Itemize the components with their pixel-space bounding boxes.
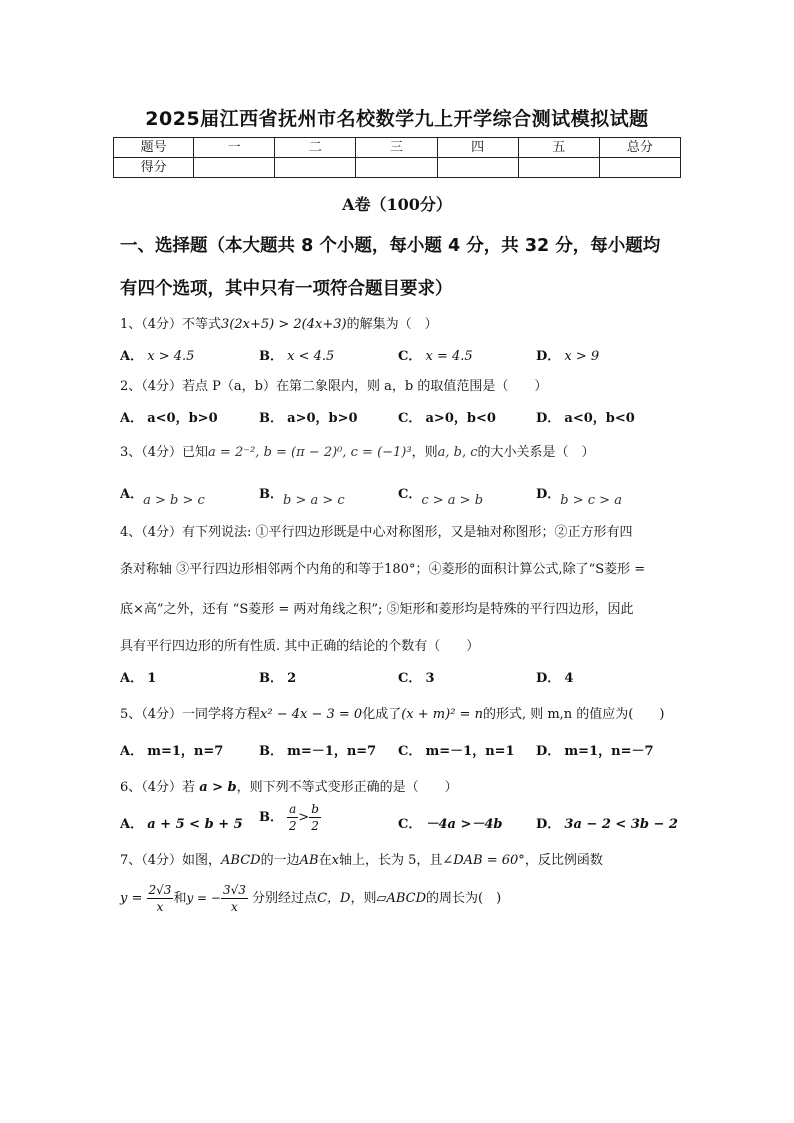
score-input-cell[interactable] bbox=[599, 158, 680, 178]
q7-prefix: 7、（4分）如图， bbox=[120, 853, 222, 868]
fraction-denominator: 2 bbox=[311, 819, 319, 833]
option-text: 3a − 2 < 3b − 2 bbox=[564, 817, 678, 832]
score-table bbox=[113, 137, 681, 178]
score-input-cell[interactable] bbox=[437, 158, 518, 178]
option-letter: B． bbox=[259, 411, 283, 426]
question-2: 2、（4分）若点 P（a，b）在第二象限内，则 a，b 的取值范围是（ ） bbox=[120, 379, 548, 394]
q5-prefix: 5、（4分）一同学将方程 bbox=[120, 707, 261, 722]
option-letter: C． bbox=[398, 744, 422, 759]
score-input-cell[interactable] bbox=[518, 158, 599, 178]
q7-text: 轴上，长为 5，且 bbox=[338, 853, 443, 868]
fraction bbox=[287, 803, 298, 832]
q7-points: C，D bbox=[317, 891, 351, 906]
score-header-cell: 总分 bbox=[599, 138, 680, 158]
option-letter: A． bbox=[120, 349, 144, 364]
score-input-cell[interactable] bbox=[194, 158, 275, 178]
question-4-line3: 底×高”之外，还有 “S菱形 = 两对角线之积”; ⑤矩形和菱形均是特殊的平行四边形，因此 bbox=[120, 602, 634, 617]
q6-expression: a > b bbox=[199, 780, 237, 795]
score-row-label: 得分 bbox=[114, 158, 194, 178]
q5-suffix: 的形式, 则 m,n 的值应为( ) bbox=[482, 707, 665, 722]
option-text: m=－1，n=7 bbox=[287, 744, 377, 759]
option-letter: C． bbox=[398, 349, 422, 364]
q5-option-a[interactable] bbox=[120, 740, 223, 759]
q5-option-c[interactable] bbox=[398, 740, 515, 759]
q1-option-c[interactable] bbox=[398, 345, 473, 364]
q6-option-c[interactable] bbox=[398, 813, 503, 832]
score-header-cell: 三 bbox=[356, 138, 437, 158]
option-letter: A． bbox=[120, 487, 144, 502]
option-letter: B． bbox=[259, 671, 283, 686]
q2-option-d[interactable] bbox=[536, 407, 635, 426]
q1-option-a[interactable] bbox=[120, 345, 194, 364]
q2-option-c[interactable] bbox=[398, 407, 496, 426]
option-letter: D． bbox=[536, 349, 561, 364]
question-3 bbox=[120, 441, 690, 460]
q2-option-b[interactable] bbox=[259, 407, 358, 426]
option-text: a > b > c bbox=[143, 493, 205, 508]
q1-option-d[interactable] bbox=[536, 345, 599, 364]
question-6 bbox=[120, 776, 690, 795]
option-text: b > a > c bbox=[283, 493, 345, 508]
option-letter: C． bbox=[398, 817, 422, 832]
q7-text: 的一边 bbox=[260, 853, 300, 868]
option-letter: C． bbox=[398, 487, 422, 502]
question-7-line1 bbox=[120, 849, 690, 868]
option-text: 1 bbox=[147, 671, 157, 686]
score-input-cell[interactable] bbox=[356, 158, 437, 178]
q3-option-b[interactable] bbox=[259, 483, 345, 508]
q3-vars: a, b, c bbox=[437, 445, 478, 460]
question-7-line2 bbox=[120, 884, 690, 913]
q1-suffix: 的解集为（ ） bbox=[346, 317, 438, 332]
q6-option-a[interactable] bbox=[120, 813, 243, 832]
option-text: m=－1，n=1 bbox=[425, 744, 515, 759]
option-text: x > 9 bbox=[564, 349, 600, 364]
option-text: －4a >－4b bbox=[425, 817, 503, 832]
q7-perimeter-figure: ▱ABCD bbox=[376, 891, 427, 906]
option-letter: C． bbox=[398, 671, 422, 686]
option-text: x > 4.5 bbox=[147, 349, 195, 364]
fraction bbox=[221, 884, 248, 913]
option-text: 3 bbox=[425, 671, 435, 686]
option-letter: D． bbox=[536, 411, 561, 426]
q3-option-a[interactable] bbox=[120, 483, 205, 508]
q2-option-a[interactable] bbox=[120, 407, 218, 426]
q7-text: ，则 bbox=[350, 891, 377, 906]
fraction-numerator: 2√3 bbox=[148, 883, 172, 897]
score-header-cell: 五 bbox=[518, 138, 599, 158]
score-header-cell: 二 bbox=[275, 138, 356, 158]
q7-y-equals: y = bbox=[120, 891, 143, 906]
question-1 bbox=[120, 313, 690, 332]
option-text: x < 4.5 bbox=[287, 349, 335, 364]
q5-expression-2: (x + m)² = n bbox=[401, 707, 483, 722]
q5-expression-1: x² − 4x − 3 = 0 bbox=[260, 707, 363, 722]
q1-prefix: 1、（4分）不等式 bbox=[120, 317, 222, 332]
option-letter: C． bbox=[398, 411, 422, 426]
option-letter: D． bbox=[536, 744, 561, 759]
option-text: b > c > a bbox=[560, 493, 622, 508]
option-text: a>0，b<0 bbox=[425, 411, 496, 426]
option-letter: A． bbox=[120, 671, 144, 686]
option-text: c > a > b bbox=[421, 493, 484, 508]
option-letter: D． bbox=[536, 817, 561, 832]
question-4-line2: 条对称轴 ③平行四边形相邻两个内角的和等于180°；④菱形的面积计算公式,除了“S菱形 = bbox=[120, 562, 646, 577]
q5-option-d[interactable] bbox=[536, 740, 654, 759]
question-4-line4: 具有平行四边形的所有性质. 其中正确的结论的个数有（ ） bbox=[120, 639, 480, 654]
section-a-title: A卷（100分） bbox=[342, 195, 452, 214]
fraction-numerator: a bbox=[289, 802, 297, 816]
q7-text: 在 bbox=[318, 853, 332, 868]
fraction bbox=[309, 803, 321, 832]
option-text: 4 bbox=[564, 671, 574, 686]
fraction-denominator: x bbox=[231, 900, 238, 914]
q1-option-b[interactable] bbox=[259, 345, 334, 364]
q6-option-b[interactable] bbox=[259, 803, 321, 832]
score-table-header-row bbox=[114, 138, 681, 158]
q7-parallelogram: ABCD bbox=[221, 853, 261, 868]
option-text: m=1，n=7 bbox=[147, 744, 224, 759]
fraction-denominator: x bbox=[156, 900, 164, 914]
q5-option-b[interactable] bbox=[259, 740, 376, 759]
score-header-cell: 题号 bbox=[114, 138, 194, 158]
part1-heading-line1: 一、选择题（本大题共 8 个小题，每小题 4 分，共 32 分，每小题均 bbox=[120, 236, 661, 256]
q3-expression: a = 2⁻², b = (π − 2)⁰, c = (−1)³ bbox=[208, 445, 412, 460]
q3-option-c[interactable] bbox=[398, 483, 484, 508]
q7-and: 和 bbox=[173, 891, 187, 906]
option-letter: B． bbox=[259, 487, 283, 502]
exam-title: 2025届江西省抚州市名校数学九上开学综合测试模拟试题 bbox=[145, 108, 649, 130]
question-5 bbox=[120, 703, 690, 722]
q4-option-a[interactable] bbox=[120, 667, 156, 686]
q3-suffix: 的大小关系是（ ） bbox=[477, 445, 595, 460]
q6-suffix: ，则下列不等式变形正确的是（ ） bbox=[236, 780, 458, 795]
fraction-denominator: 2 bbox=[288, 819, 297, 833]
option-letter: A． bbox=[120, 817, 144, 832]
option-text: m=1，n=－7 bbox=[564, 744, 654, 759]
option-letter: A． bbox=[120, 744, 144, 759]
q4-option-b[interactable] bbox=[259, 667, 296, 686]
option-letter: D． bbox=[536, 671, 561, 686]
q7-axis: x bbox=[331, 853, 339, 868]
option-letter: B． bbox=[259, 744, 283, 759]
option-letter: D． bbox=[536, 487, 561, 502]
part1-heading-line2: 有四个选项，其中只有一项符合题目要求） bbox=[120, 279, 453, 299]
q7-y-equals-neg: y = − bbox=[186, 891, 221, 905]
q7-text: ，反比例函数 bbox=[524, 853, 603, 868]
q3-prefix: 3、（4分）已知 bbox=[120, 445, 209, 460]
score-table-score-row bbox=[114, 158, 681, 178]
option-text: a<0，b>0 bbox=[147, 411, 218, 426]
option-text: x = 4.5 bbox=[425, 349, 473, 364]
score-header-cell: 一 bbox=[194, 138, 275, 158]
q7-side: AB bbox=[299, 853, 319, 868]
q7-text: 的周长为( ) bbox=[426, 891, 502, 906]
option-text: a<0，b<0 bbox=[564, 411, 635, 426]
q4-option-d[interactable] bbox=[536, 667, 573, 686]
greater-than: > bbox=[298, 810, 310, 825]
option-text: a>0，b>0 bbox=[287, 411, 358, 426]
q6-option-d[interactable] bbox=[536, 813, 678, 832]
q3-mid: ，则 bbox=[411, 445, 438, 460]
option-letter: B． bbox=[259, 810, 283, 825]
fraction-numerator: 3√3 bbox=[222, 883, 246, 897]
q3-option-d[interactable] bbox=[536, 483, 622, 508]
fraction-numerator: b bbox=[311, 802, 319, 816]
option-text: 2 bbox=[287, 671, 297, 686]
option-letter: B． bbox=[259, 349, 283, 364]
q5-mid: 化成了 bbox=[362, 707, 402, 722]
question-4-line1: 4、（4分）有下列说法: ①平行四边形既是中心对称图形，又是轴对称图形；②正方形有四 bbox=[120, 525, 633, 540]
option-text: a + 5 < b + 5 bbox=[147, 817, 243, 832]
option-letter: A． bbox=[120, 411, 144, 426]
score-header-cell: 四 bbox=[437, 138, 518, 158]
q4-option-c[interactable] bbox=[398, 667, 435, 686]
q7-text: 分别经过点 bbox=[252, 891, 318, 906]
score-input-cell[interactable] bbox=[275, 158, 356, 178]
q7-angle: ∠DAB = 60° bbox=[442, 853, 525, 868]
fraction bbox=[147, 884, 174, 913]
q1-expression: 3(2x+5) > 2(4x+3) bbox=[221, 317, 347, 332]
q6-prefix: 6、（4分）若 bbox=[120, 780, 196, 795]
